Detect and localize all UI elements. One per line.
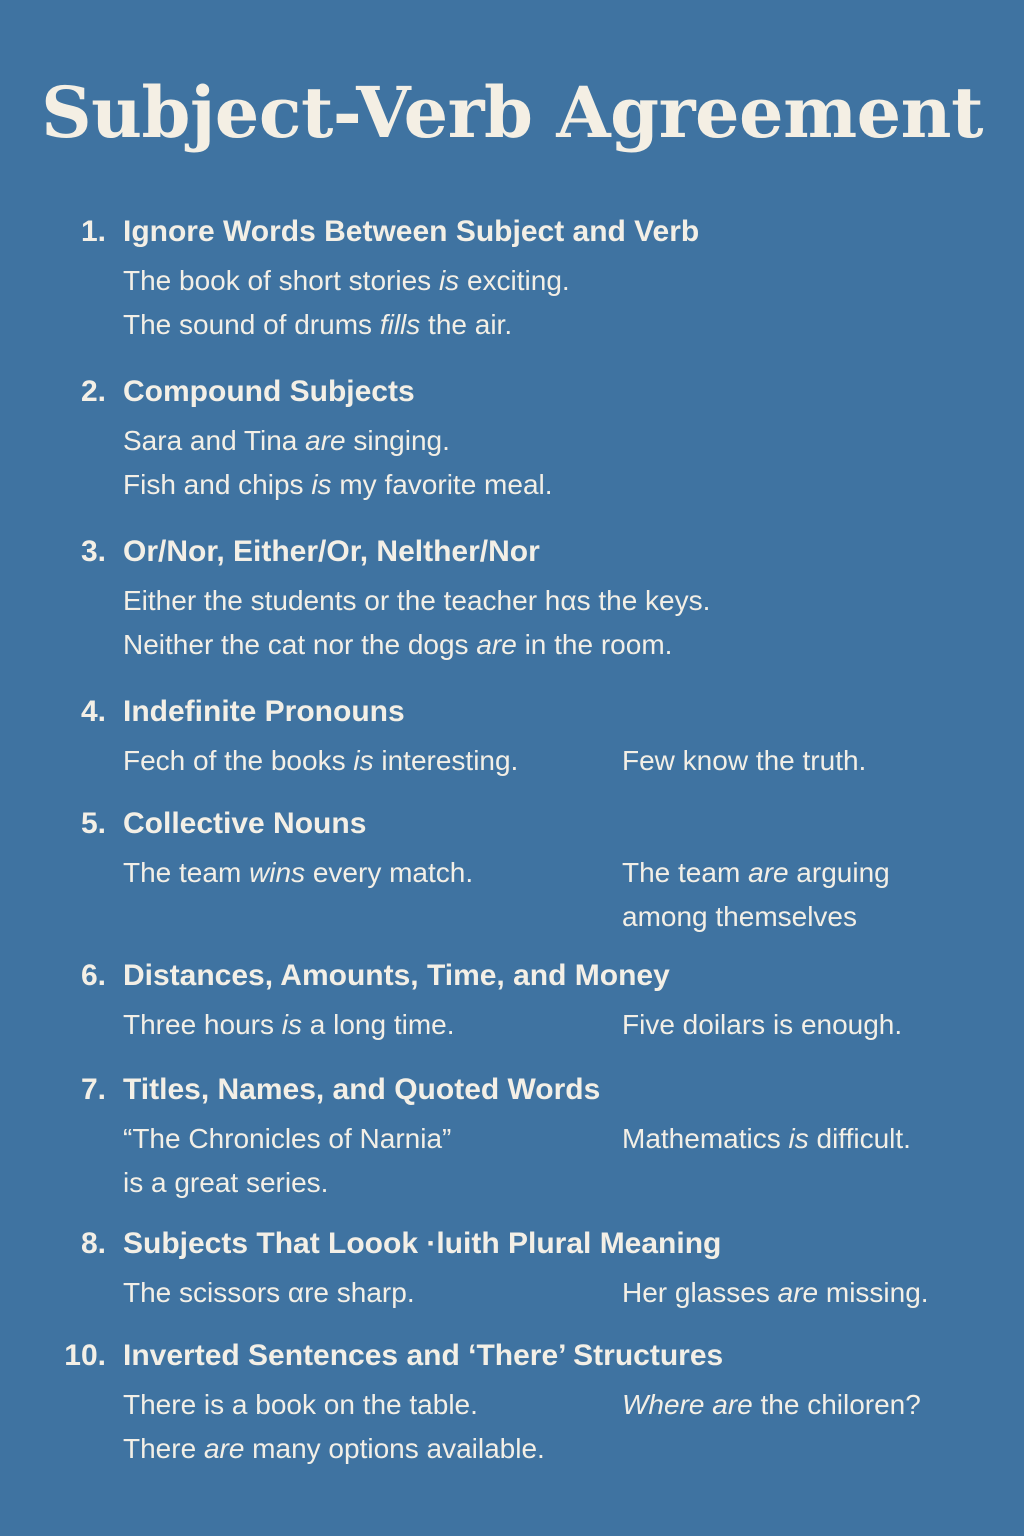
sentence-text: among themselves <box>622 901 858 932</box>
example-sentence <box>123 420 450 462</box>
sentence-text: the air. <box>420 309 513 340</box>
verb-emphasis: is <box>281 1009 302 1040</box>
sentence-text: interesting. <box>373 745 519 776</box>
verb-emphasis: are <box>748 857 789 888</box>
rule-number: 10. <box>64 1339 106 1372</box>
sentence-text: Her glasses <box>622 1277 778 1308</box>
example-sentence <box>123 624 672 666</box>
sentence-text: singing. <box>345 425 450 456</box>
rule-number: 4. <box>80 695 106 728</box>
example-sentence <box>123 260 570 302</box>
rule-heading: Ignore Words Between Subject and Verb <box>123 215 700 248</box>
rule-number: 1. <box>80 215 106 248</box>
rule-heading: Subjects That Loook ·luith Plural Meaning <box>123 1227 722 1260</box>
sentence-text: The scissors αre sharp. <box>123 1277 415 1308</box>
sentence-text: Mathematics <box>622 1123 789 1154</box>
example-sentence <box>123 740 518 782</box>
sentence-text: is a great series. <box>123 1167 329 1198</box>
rule-number: 3. <box>80 535 106 568</box>
example-sentence <box>622 896 857 938</box>
sentence-text: Few know the truth. <box>622 745 867 776</box>
sentence-text: There is a book on the table. <box>123 1389 478 1420</box>
verb-emphasis: are <box>777 1277 819 1308</box>
example-sentence <box>123 464 553 506</box>
sentence-text: Five doilars is enough. <box>622 1009 903 1040</box>
sentence-text: in the room. <box>516 629 673 660</box>
sentence-text: The book of short stories <box>123 265 439 296</box>
sentence-text: “The Chronicles of Narnia” <box>123 1123 452 1154</box>
sentence-text: difficult. <box>808 1123 911 1154</box>
example-sentence <box>622 1118 911 1160</box>
sentence-text: every match. <box>305 857 474 888</box>
rule-number: 5. <box>80 807 106 840</box>
example-sentence <box>622 852 890 894</box>
rule-heading: Distances, Amounts, Time, and Money <box>123 959 670 992</box>
verb-emphasis: wins <box>249 857 306 888</box>
sentence-text: There <box>123 1433 204 1464</box>
example-sentence <box>622 1004 902 1046</box>
sentence-text: Neither the cat nor the dogs <box>123 629 477 660</box>
verb-emphasis: is <box>311 469 332 500</box>
rule-number: 8. <box>80 1227 106 1260</box>
example-sentence <box>123 1162 328 1204</box>
sentence-text: a long time. <box>301 1009 455 1040</box>
verb-emphasis: is <box>438 265 460 296</box>
sentence-text: exciting. <box>459 265 570 296</box>
sentence-text: The sound of drums <box>123 309 380 340</box>
sentence-text: Fish and chips <box>123 469 312 500</box>
example-sentence <box>123 1384 478 1426</box>
rule-number: 2. <box>80 375 106 408</box>
example-sentence <box>123 1272 415 1314</box>
rule-heading: Compound Subjects <box>123 375 415 408</box>
sentence-text: Three hours <box>123 1009 282 1040</box>
example-sentence <box>123 1428 545 1470</box>
example-sentence <box>622 740 866 782</box>
example-sentence <box>123 304 512 346</box>
sentence-text: many options available. <box>244 1433 545 1464</box>
example-sentence <box>622 1272 929 1314</box>
example-sentence <box>123 580 710 622</box>
rule-heading: Titles, Names, and Quoted Words <box>123 1073 601 1106</box>
verb-emphasis: are <box>476 629 517 660</box>
example-sentence <box>123 1118 451 1160</box>
sentence-text: The team <box>123 857 250 888</box>
example-sentence <box>123 1004 455 1046</box>
verb-emphasis: are <box>203 1433 245 1464</box>
verb-emphasis: are <box>305 425 346 456</box>
sentence-text: the chiloren? <box>752 1389 921 1420</box>
verb-emphasis: is <box>353 745 374 776</box>
verb-emphasis: fills <box>379 309 421 340</box>
rule-heading: Inverted Sentences and ‘There’ Structures <box>123 1339 724 1372</box>
page-title: Subject-Verb Agreement <box>41 71 983 154</box>
verb-emphasis: Where are <box>622 1389 753 1420</box>
rule-number: 7. <box>80 1073 106 1106</box>
sentence-text: Fech of the books <box>123 745 354 776</box>
rule-heading: Indefinite Pronouns <box>123 695 405 728</box>
sentence-text: arguing <box>788 857 890 888</box>
verb-emphasis: is <box>788 1123 809 1154</box>
example-sentence <box>123 852 473 894</box>
rule-heading: Collective Nouns <box>123 807 367 840</box>
sentence-text: The team <box>622 857 749 888</box>
example-sentence <box>622 1384 921 1426</box>
sentence-text: Sara and Tina <box>123 425 306 456</box>
rule-number: 6. <box>80 959 106 992</box>
sentence-text: my favorite meal. <box>331 469 553 500</box>
sentence-text: missing. <box>818 1277 929 1308</box>
sentence-text: Either the students or the teacher hαs the keys. <box>123 585 711 616</box>
rule-heading: Or/Nor, Either/Or, Nelther/Nor <box>123 535 540 568</box>
